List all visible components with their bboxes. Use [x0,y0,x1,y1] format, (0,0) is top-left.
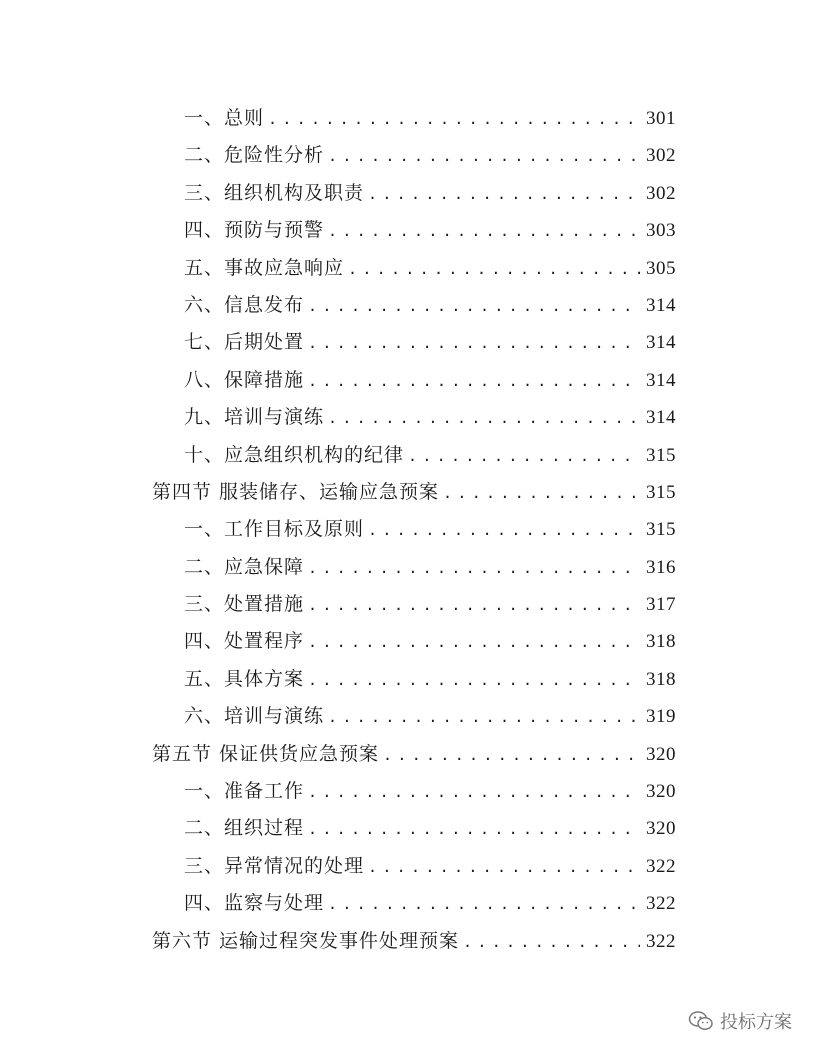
toc-dot-leader [443,475,640,512]
toc-entry[interactable] [152,175,676,212]
toc-entry-title: 一、准备工作 [184,780,305,803]
toc-entry-title: 七、后期处置 [184,331,305,354]
toc-dot-leader [328,400,640,437]
toc-entry-title: 五、事故应急响应 [184,256,345,279]
toc-section-entry[interactable] [152,736,676,773]
toc-page-number: 314 [646,294,676,316]
toc-entry[interactable] [152,362,676,399]
toc-entry[interactable] [152,437,676,474]
toc-dot-leader [463,924,640,961]
toc-entry[interactable] [152,250,676,287]
toc-page-number: 301 [646,108,676,129]
toc-dot-leader [308,811,640,848]
toc-entry[interactable] [152,698,676,735]
toc-page-number: 316 [646,556,676,578]
toc-page-number: 314 [646,332,676,354]
toc-dot-leader [368,512,640,549]
toc-page-number: 322 [646,855,676,877]
toc-entry[interactable] [152,661,676,698]
toc-dot-leader [308,587,640,624]
toc-dot-leader [348,251,640,288]
toc-entry-title: 一、工作目标及原则 [184,518,365,541]
toc-page-number: 305 [646,257,676,279]
toc-dot-leader [383,737,640,774]
toc-page-number: 322 [646,930,676,952]
toc-entry[interactable] [152,324,676,361]
toc-page-number: 318 [646,668,676,690]
toc-entry-title: 二、组织过程 [184,817,305,840]
toc-page-number: 302 [646,182,676,204]
toc-page-number: 315 [646,481,676,503]
toc-page-number: 320 [646,743,676,765]
toc-entry[interactable] [152,287,676,324]
toc-page-number: 315 [646,519,676,541]
toc-page-number: 315 [646,444,676,466]
toc-entry[interactable] [152,773,676,810]
toc-dot-leader [308,550,640,587]
wechat-icon [688,1010,714,1032]
toc-entry-title: 四、预防与预警 [184,219,325,242]
toc-dot-leader [328,699,640,736]
toc-entry[interactable] [152,549,676,586]
watermark [688,1008,792,1034]
toc-dot-leader [308,363,640,400]
toc-dot-leader [268,101,640,138]
toc-page-number: 318 [646,631,676,653]
toc-page-number: 320 [646,818,676,840]
toc-section-entry[interactable] [152,474,676,511]
toc-dot-leader [328,886,640,923]
toc-page-number: 322 [646,893,676,915]
toc-entry-title: 四、处置程序 [184,630,305,653]
toc-entry-title: 六、信息发布 [184,293,305,316]
toc-page-number: 303 [646,220,676,242]
toc-entry[interactable] [152,848,676,885]
toc-entry-title: 第五节 保证供货应急预案 [152,742,380,765]
toc-entry-title: 十、应急组织机构的纪律 [184,443,405,466]
toc-entry[interactable] [152,137,676,174]
toc-entry-title: 九、培训与演练 [184,406,325,429]
toc-entry-title: 一、总则 [184,107,265,129]
toc-dot-leader [308,774,640,811]
toc-page-number: 302 [646,145,676,167]
toc-dot-leader [368,176,640,213]
toc-entry-title: 八、保障措施 [184,368,305,391]
toc-dot-leader [368,849,640,886]
toc-entry[interactable] [152,586,676,623]
toc-page-number: 314 [646,407,676,429]
toc-page-number: 314 [646,369,676,391]
toc-entry[interactable] [152,885,676,922]
watermark-label: 投标方案 [720,1012,792,1033]
toc-dot-leader [328,138,640,175]
toc-entry-title: 二、应急保障 [184,555,305,578]
toc-entry-title: 三、异常情况的处理 [184,854,365,877]
toc-entry-title: 第四节 服装储存、运输应急预案 [152,480,440,503]
toc-entry[interactable] [152,212,676,249]
toc-entry[interactable] [152,623,676,660]
toc-entry[interactable] [152,810,676,847]
toc-page-number: 320 [646,781,676,803]
table-of-contents [152,100,676,960]
toc-dot-leader [308,624,640,661]
toc-entry-title: 第六节 运输过程突发事件处理预案 [152,929,460,952]
toc-entry-title: 三、处置措施 [184,593,305,616]
toc-dot-leader [328,213,640,250]
toc-page-number: 319 [646,706,676,728]
toc-entry[interactable] [152,100,676,137]
toc-entry-title: 二、危险性分析 [184,144,325,167]
toc-entry[interactable] [152,511,676,548]
toc-page-number: 317 [646,594,676,616]
toc-dot-leader [408,438,640,475]
toc-entry-title: 四、监察与处理 [184,892,325,915]
toc-section-entry[interactable] [152,923,676,960]
toc-entry-title: 六、培训与演练 [184,705,325,728]
toc-entry-title: 五、具体方案 [184,667,305,690]
toc-dot-leader [308,288,640,325]
toc-entry-title: 三、组织机构及职责 [184,181,365,204]
toc-dot-leader [308,325,640,362]
toc-entry[interactable] [152,399,676,436]
toc-dot-leader [308,662,640,699]
